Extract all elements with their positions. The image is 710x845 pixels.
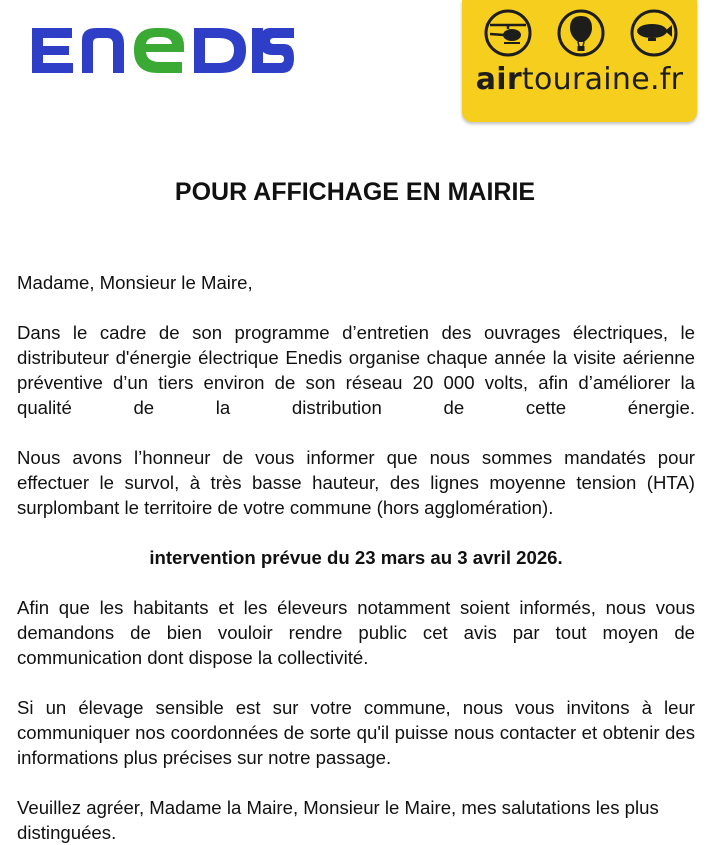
- airtouraine-wordmark: [462, 62, 697, 97]
- paragraph-public-notice: Afin que les habitants et les éleveurs notamment soient informés, nous vous demandons de bien vouloir rendre public cet avis par tout moyen de communication dont dispose la collectivité.: [17, 597, 695, 668]
- letterhead: [0, 0, 710, 130]
- helicopter-icon: [486, 11, 530, 55]
- airtouraine-prefix: air: [475, 62, 522, 97]
- airtouraine-logo: [462, 0, 697, 122]
- paragraph-flyover-notice: Nous avons l’honneur de vous informer que nous sommes mandatés pour effectuer le survol, à très basse hauteur, des lignes moyenne tension (HTA) surplombant le territoire de votre commune (hors agglomération).: [17, 447, 695, 518]
- aircraft-icons: [476, 8, 686, 58]
- document-title: POUR AFFICHAGE EN MAIRIE: [174, 178, 536, 206]
- enedis-logo: [26, 14, 296, 80]
- closing-salutation: Veuillez agréer, Madame la Maire, Monsieur le Maire, mes salutations les plus distinguées.: [17, 797, 659, 843]
- hot-air-balloon-icon: [559, 11, 603, 55]
- paragraph-maintenance-program: Dans le cadre de son programme d’entretien des ouvrages électriques, le distributeur d'énergie électrique Enedis organise chaque année la visite aérienne préventive d’un tiers environ de son réseau 20 000 volts, afin d’améliorer la qualité de la distribution de cette énergie.: [17, 322, 695, 418]
- greeting: Madame, Monsieur le Maire,: [17, 272, 253, 293]
- intervention-dates: intervention prévue du 23 mars au 3 avril 2026.: [149, 547, 563, 568]
- airship-icon: [632, 11, 676, 55]
- airtouraine-suffix: touraine.fr: [521, 62, 684, 97]
- letter-body: [17, 270, 695, 845]
- enedis-logo-graphic: [26, 14, 296, 80]
- paragraph-sensitive-livestock: Si un élevage sensible est sur votre commune, nous vous invitons à leur communiquer nos coordonnées de sorte qu'il puisse nous contacter et obtenir des informations plus précises sur notre passage.: [17, 697, 695, 768]
